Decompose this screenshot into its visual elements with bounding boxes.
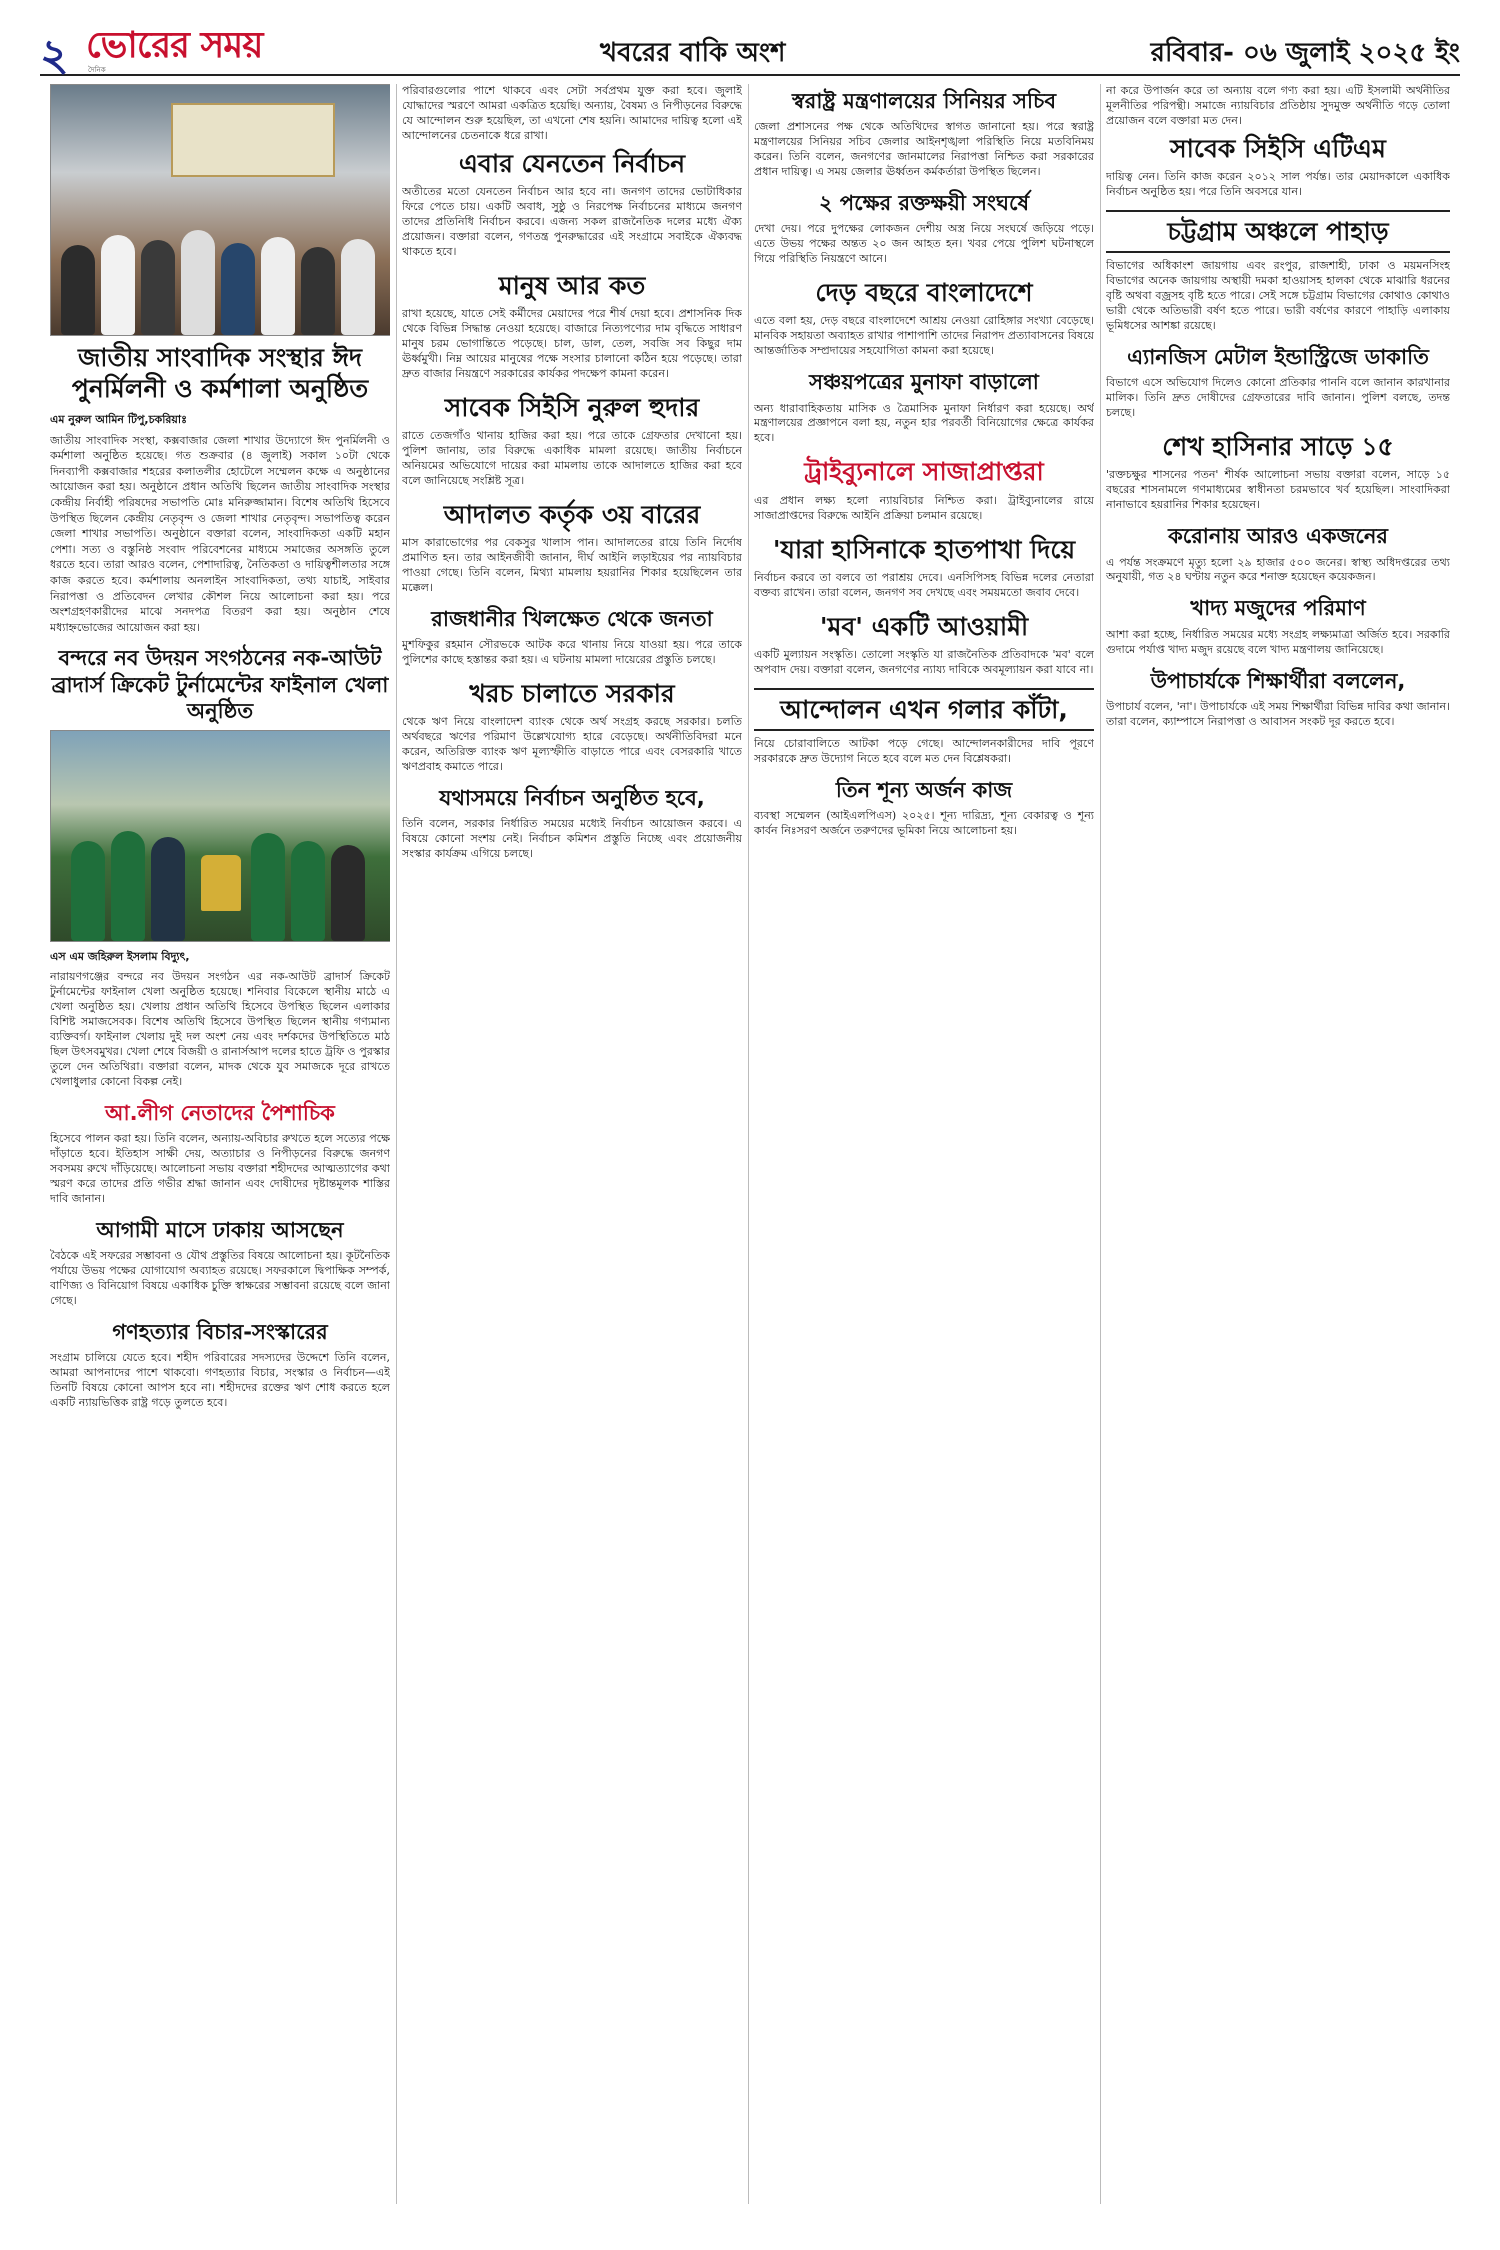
headline: 'মব' একটি আওয়ামী xyxy=(819,611,1029,641)
article-body: মাস কারাভোগের পর বেকসুর খালাস পান। আদালতের রায়ে তিনি নির্দোষ প্রমাণিত হন। তার আইনজীবী জানান, দীর্ঘ আইনি লড়াইয়ের পর ন্যায়বিচার পাওয়া গেছে। তিনি বলেন, মিথ্যা মামলায় হয়রানির শিকার হয়েছিলেন তার মক্কেল। xyxy=(402,536,742,595)
logo-text: ভোরের সময় xyxy=(86,25,263,66)
article-body: একটি মুল্যায়ন সংস্কৃতি। তোলো সংস্কৃতি যা রাজনৈতিক প্রতিবাদকে 'মব' বলে অপবাদ দেয়। বক্তারা বলেন, জনগণের ন্যায্য দাবিকে অবমূল্যায়ন করা যাবে না। xyxy=(754,647,1094,676)
article-cec-huda xyxy=(402,392,742,489)
article-body: বিভাগে এসে অভিযোগ দিলেও কোনো প্রতিকার পাননি বলে জানান কারখানার মালিক। তিনি দ্রুত দোষীদের গ্রেফতারের দাবি জানান। পুলিশ বলছে, তদন্ত চলছে। xyxy=(1106,376,1450,420)
headline: রাজধানীর খিলক্ষেত থেকে জনতা xyxy=(431,606,713,631)
article-sangbadik xyxy=(50,342,390,635)
article-body: বৈঠকে এই সফরের সম্ভাবনা ও যৌথ প্রস্তুতির বিষয়ে আলোচনা হয়। কূটনৈতিক পর্যায়ে উভয় পক্ষের যোগাযোগ অব্যাহত রয়েছে। সফরকালে দ্বিপাক্ষিক সম্পর্ক, বাণিজ্য ও বিনিয়োগ বিষয়ে একাধিক চুক্তি স্বাক্ষরের সম্ভাবনা রয়েছে বলে জানা গেছে। xyxy=(50,1249,390,1307)
column-2 xyxy=(402,84,742,2204)
article-body: বিভাগের অধিকাংশ জায়গায় এবং রংপুর, রাজশাহী, ঢাকা ও ময়মনসিংহ বিভাগের অনেক জায়গায় অস্থায়ী দমকা হাওয়াসহ হালকা থেকে মাঝারি ধরনের বৃষ্টি অথবা বজ্রসহ বৃষ্টি হতে পারে। সেই সঙ্গে চট্টগ্রাম বিভাগের কোথাও কোথাও ভারী থেকে অতিভারী বর্ষণ হতে পারে। ভারী বর্ষণের কারণে পাহাড়ি এলাকায় ভূমিধসের আশঙ্কা রয়েছে। xyxy=(1106,259,1450,333)
article-cricket xyxy=(50,645,390,1089)
article-body: দেখা দেয়। পরে দুপক্ষের লোকজন দেশীয় অস্ত্র নিয়ে সংঘর্ষে জড়িয়ে পড়ে। এতে উভয় পক্ষের অন্তত ২০ জন আহত হন। খবর পেয়ে পুলিশ ঘটনাস্থলে গিয়ে পরিস্থিতি নিয়ন্ত্রণে আনে। xyxy=(754,222,1094,266)
article-mob xyxy=(754,611,1094,678)
article-body: এ পর্যন্ত সংক্রমণে মৃত্যু হলো ২৯ হাজার ৫০০ জনের। স্বাস্থ্য অধিদপ্তরের তথ্য অনুযায়ী, গত ২৪ ঘণ্টায় নতুন করে শনাক্ত হয়েছেন কয়েকজন। xyxy=(1106,555,1450,584)
article-body: দায়িত্ব নেন। তিনি কাজ করেন ২০১২ সাল পর্যন্ত। তার মেয়াদকালে একাধিক নির্বাচন অনুষ্ঠিত হয়। পরে তিনি অবসরে যান। xyxy=(1106,170,1450,199)
date-label: রবিবার- ০৬ জুলাই ২০২৫ ইং xyxy=(1150,38,1460,68)
headline: খাদ্য মজুদের পরিমাণ xyxy=(1190,596,1366,621)
article-body: আশা করা হচ্ছে, নির্ধারিত সময়ের মধ্যে সংগ্রহ লক্ষ্যমাত্রা অর্জিত হবে। সরকারি গুদামে পর্যাপ্ত খাদ্য মজুদ রয়েছে বলে খাদ্য মন্ত্রণালয় জানিয়েছে। xyxy=(1106,627,1450,656)
headline: মানুষ আর কত xyxy=(498,270,646,300)
headline: আদালত কর্তৃক ৩য় বারের xyxy=(443,499,701,529)
article-body: রাখা হয়েছে, যাতে সেই কর্মীদের মেয়াদের পরে শীর্ষ দেয়া হবে। প্রশাসনিক দিক থেকে বিভিন্ন সিদ্ধান্ত নেওয়া হয়েছে। বাজারে নিত্যপণ্যের দাম বৃদ্ধিতে সাধারণ মানুষ চরম ভোগান্তিতে পড়েছে। চাল, ডাল, তেল, সবজি সব কিছুর দাম ঊর্ধ্বমুখী। নিম্ন আয়ের মানুষের পক্ষে সংসার চালানো কঠিন হয়ে পড়েছে। তারা দ্রুত বাজার নিয়ন্ত্রণে সরকারের কার্যকর পদক্ষেপ কামনা করেন। xyxy=(402,307,742,380)
article-genocide xyxy=(50,1319,390,1411)
article-body: নিয়ে চোরাবালিতে আটকা পড়ে গেছে। আন্দোলনকারীদের দাবি পূরণে সরকারকে দ্রুত উদ্যোগ নিতে হবে বলে মত দেন বিশ্লেষকরা। xyxy=(754,737,1094,766)
article-body: উপাচার্য বলেন, 'না'। উপাচার্যকে এই সময় শিক্ষার্থীরা বিভিন্ন দাবির কথা জানান। তারা বলেন, ক্যাম্পাসে নিরাপত্তা ও আবাসন সংকট দূর করতে হবে। xyxy=(1106,699,1450,728)
byline: এস এম জহিরুল ইসলাম বিদ্যুৎ, xyxy=(50,950,190,964)
article-home-secretary xyxy=(754,88,1094,180)
article-cec-atm xyxy=(1106,133,1450,200)
article-food-stock xyxy=(1106,595,1450,657)
headline: সাবেক সিইসি এটিএম xyxy=(1170,133,1386,163)
article-body: নির্বাচন করবে তা বলবে তা পরাশ্রয় দেবে। এনসিপিসহ বিভিন্ন দলের নেতারা বক্তব্য রাখেন। তারা বলেন, জনগণ সব দেখছে এবং সময়মতো জবাব দেবে। xyxy=(754,570,1094,599)
column-1 xyxy=(50,84,390,2204)
article-timely-election xyxy=(402,785,742,862)
headline: এবার যেনতেন নির্বাচন xyxy=(458,148,686,178)
headline: স্বরাষ্ট্র মন্ত্রণালয়ের সিনিয়র সচিব xyxy=(791,89,1057,113)
article-govt-expense xyxy=(402,678,742,775)
headline: খরচ চালাতে সরকার xyxy=(469,679,675,709)
article-clash xyxy=(754,190,1094,267)
event-banner-shape xyxy=(171,103,335,177)
headline: উপাচার্যকে শিক্ষার্থীরা বললেন, xyxy=(1150,668,1406,693)
article-body: জাতীয় সাংবাদিক সংস্থা, কক্সবাজার জেলা শাখার উদ্যোগে ঈদ পুনর্মিলনী ও কর্মশালা অনুষ্ঠিত হয়েছে। গত শুক্রবার (৪ জুলাই) সকাল ১০টা থেকে দিনব্যাপী কক্সবাজার শহরের কলাতলীর হোটেলে সম্মেলন কক্ষে এ অনুষ্ঠানের আয়োজন করা হয়। অনুষ্ঠানে প্রধান অতিথি ছিলেন জাতীয় সাংবাদিক সংস্থার কেন্দ্রীয় নির্বাহী পরিষদের সভাপতি মোঃ মনিরুজ্জামান। বিশেষ অতিথি হিসেবে উপস্থিত ছিলেন কেন্দ্রীয় নেতৃবৃন্দ ও জেলা শাখার নেতৃবৃন্দ। সভাপতিত্ব করেন জেলা শাখার সভাপতি। অনুষ্ঠানে বক্তারা বলেন, সাংবাদিকতা একটি মহান পেশা। সত্য ও বস্তুনিষ্ঠ সংবাদ পরিবেশনের মাধ্যমে সমাজের অসঙ্গতি তুলে ধরতে হবে। তারা আরও বলেন, পেশাদারিত্ব, নৈতিকতা ও দায়িত্বশীলতার সঙ্গে কাজ করতে হবে। কর্মশালায় অনলাইন সাংবাদিকতা, তথ্য যাচাই, সাইবার নিরাপত্তা ও প্রতিবেদন লেখার কৌশল নিয়ে আলোচনা করা হয়। পরে অংশগ্রহণকারীদের মাঝে সনদপত্র বিতরণ করা হয়। অনুষ্ঠান শেষে মধ্যাহ্নভোজের আয়োজন করা হয়। xyxy=(50,433,390,634)
article-body: জেলা প্রশাসনের পক্ষ থেকে অতিথিদের স্বাগত জানানো হয়। পরে স্বরাষ্ট্র মন্ত্রণালয়ের সিনিয়র সচিব জেলার আইনশৃঙ্খলা পরিস্থিতি নিয়ে মতবিনিময় করেন। তিনি বলেন, জনগণের জানমালের নিরাপত্তা নিশ্চিত করা সরকারের প্রধান দায়িত্ব। এ সময় জেলার ঊর্ধ্বতন কর্মকর্তারা উপস্থিত ছিলেন। xyxy=(754,120,1094,179)
article-body: 'রক্তচক্ষুর শাসনের পতন' শীর্ষক আলোচনা সভায় বক্তারা বলেন, সাড়ে ১৫ বছরের শাসনামলে গণমাধ্যমের স্বাধীনতা চরমভাবে খর্ব হয়েছিল। সাংবাদিকরা নানাভাবে হয়রানির শিকার হয়েছেন। xyxy=(1106,468,1450,512)
article-body: অতীতের মতো যেনতেন নির্বাচন আর হবে না। জনগণ তাদের ভোটাধিকার ফিরে পেতে চায়। একটি অবাধ, সুষ্ঠু ও নিরপেক্ষ নির্বাচনের মাধ্যমে জনগণ তাদের প্রতিনিধি নির্বাচন করবে। এজন্য সকল রাজনৈতিক দলের মধ্যে ঐক্য প্রয়োজন। বক্তারা বলেন, গণতন্ত্র পুনরুদ্ধারের এই সংগ্রামে সবাইকে ঐক্যবদ্ধ থাকতে হবে। xyxy=(402,185,742,258)
article-people xyxy=(402,270,742,382)
article-savings xyxy=(754,369,1094,446)
headline: আগামী মাসে ঢাকায় আসছেন xyxy=(96,1217,344,1242)
headline: ট্রাইব্যুনালে সাজাপ্রাপ্তরা xyxy=(804,457,1044,487)
headline: চট্টগ্রাম অঞ্চলে পাহাড় xyxy=(1106,210,1450,253)
article-body: সংগ্রাম চালিয়ে যেতে হবে। শহীদ পরিবারের সদস্যদের উদ্দেশে তিনি বলেন, আমরা আপনাদের পাশে থাকবো। গণহত্যার বিচার, সংস্কার ও নির্বাচন—এই তিনটি বিষয়ে কোনো আপস হবে না। শহীদদের রক্তের ঋণ শোধ করতে হলে একটি ন্যায়ভিত্তিক রাষ্ট্র গড়ে তুলতে হবে। xyxy=(50,1351,390,1409)
article-three-zero xyxy=(754,777,1094,839)
article-body: পরিবারগুলোর পাশে থাকবে এবং সেটা সর্বপ্রথম যুক্ত করা হবে। জুলাই যোদ্ধাদের স্মরণে আমরা একত্রিত হয়েছি। অন্যায়, বৈষম্য ও নিপীড়নের বিরুদ্ধে যে আন্দোলন শুরু হয়েছিল, তা এখনো শেষ হয়নি। আমাদের দায়িত্ব হলো এই আন্দোলনের চেতনাকে ধরে রাখা। xyxy=(402,84,742,142)
headline: আন্দোলন এখন গলার কাঁটা, xyxy=(754,688,1094,731)
article-body: এর প্রধান লক্ষ্য হলো ন্যায়বিচার নিশ্চিত করা। ট্রাইব্যুনালের রায়ে সাজাপ্রাপ্তদের বিরুদ্ধে আইনি প্রক্রিয়া চলমান রয়েছে। xyxy=(754,493,1094,522)
article-body: ব্যবস্থা সম্মেলন (আইএলপিএস) ২০২৫। শূন্য দারিদ্র্য, শূন্য বেকারত্ব ও শূন্য কার্বন নিঃসরণ অর্জনে তরুণদের ভূমিকা নিয়ে আলোচনা হয়। xyxy=(754,809,1094,838)
article-dhaka-visit xyxy=(50,1217,390,1309)
article-body: মুশফিকুর রহমান সৌরভকে আটক করে থানায় নিয়ে যাওয়া হয়। পরে তাকে পুলিশের কাছে হস্তান্তর করা হয়। এ ঘটনায় মামলা দায়েরের প্রস্তুতি চলছে। xyxy=(402,638,742,667)
headline: যথাসময়ে নির্বাচন অনুষ্ঠিত হবে, xyxy=(439,786,705,811)
headline: 'যারা হাসিনাকে হাতপাখা দিয়ে xyxy=(772,534,1076,564)
audience-shape xyxy=(51,215,390,335)
event-photo xyxy=(50,84,390,336)
article-movement xyxy=(754,688,1094,767)
article-body: থেকে ঋণ নিয়ে বাংলাদেশ ব্যাংক থেকে অর্থ সংগ্রহ করছে সরকার। চলতি অর্থবছরে ঋণের পরিমাণ উল্লেখযোগ্য হারে বেড়েছে। অর্থনীতিবিদরা মনে করেন, অতিরিক্ত ব্যাংক ঋণ মূল্যস্ফীতি বাড়াতে পারে এবং বেসরকারি খাতে ঋণপ্রবাহ কমাতে পারে। xyxy=(402,715,742,774)
article-election xyxy=(402,148,742,260)
column-divider xyxy=(396,84,397,2204)
article-body: রাতে তেজগাঁও থানায় হাজির করা হয়। পরে তাকে গ্রেফতার দেখানো হয়। পুলিশ জানায়, তার বিরুদ্ধে একাধিক মামলা রয়েছে। জাতীয় নির্বাচনে অনিয়মের অভিযোগে দায়ের করা মামলায় তাকে আদালতে হাজির করা হবে বলে জানিয়েছে সংশ্লিষ্ট সূত্র। xyxy=(402,429,742,487)
article-rohingya xyxy=(754,277,1094,359)
headline: শেখ হাসিনার সাড়ে ১৫ xyxy=(1162,432,1394,462)
headline: বন্দরে নব উদয়ন সংগঠনের নক-আউট ব্রাদার্স ক্রিকেট টুর্নামেন্টের ফাইনাল খেলা অনুষ্ঠিত xyxy=(51,646,389,723)
headline: জাতীয় সাংবাদিক সংস্থার ঈদ পুনর্মিলনী ও কর্মশালা অনুষ্ঠিত xyxy=(71,343,369,404)
article-body: তিনি বলেন, সরকার নির্ধারিত সময়ের মধ্যেই নির্বাচন আয়োজন করবে। এ বিষয়ে কোনো সংশয় নেই। নির্বাচন কমিশন প্রস্তুতি নিচ্ছে এবং প্রয়োজনীয় সংস্কার কার্যক্রম এগিয়ে চলছে। xyxy=(402,817,742,861)
column-divider xyxy=(748,84,749,2204)
page-number: ২ xyxy=(40,30,69,81)
byline: এম নুরুল আমিন টিপু,চকরিয়াঃ xyxy=(50,412,187,426)
headline: করোনায় আরও একজনের xyxy=(1168,524,1388,549)
article-hasina xyxy=(1106,431,1450,513)
article-tribunal xyxy=(754,456,1094,523)
article-chattogram xyxy=(1106,210,1450,334)
article-robbery xyxy=(1106,344,1450,421)
headline: ২ পক্ষের রক্তক্ষয়ী সংঘর্ষে xyxy=(818,191,1030,216)
headline: এ্যানজিস মেটাল ইন্ডাস্ট্রিজে ডাকাতি xyxy=(1127,345,1429,370)
column-4 xyxy=(1106,84,1450,2204)
article-body: হিসেবে পালন করা হয়। তিনি বলেন, অন্যায়-অবিচার রুখতে হলে সত্যের পক্ষে দাঁড়াতে হবে। ইতিহাস সাক্ষী দেয়, অত্যাচার ও নিপীড়নের বিরুদ্ধে জনগণ সবসময় রুখে দাঁড়িয়েছে। আলোচনা সভায় বক্তারা শহীদদের আত্মত্যাগের কথা স্মরণ করে তাদের প্রতি গভীর শ্রদ্ধা জানান এবং দোষীদের দৃষ্টান্তমূলক শাস্তির দাবি জানান। xyxy=(50,1132,390,1205)
headline: সঞ্চয়পত্রের মুনাফা বাড়ালো xyxy=(809,370,1039,395)
headline: তিন শূন্য অর্জন কাজ xyxy=(835,778,1013,803)
headline: সাবেক সিইসি নুরুল হুদার xyxy=(444,392,700,422)
article-corona xyxy=(1106,523,1450,585)
logo-subtitle: দৈনিক xyxy=(88,66,106,74)
article-hatpakha xyxy=(754,534,1094,601)
newspaper-logo xyxy=(86,26,346,72)
article-khilkhet xyxy=(402,606,742,668)
column-divider xyxy=(1100,84,1101,2204)
article-awami xyxy=(50,1100,390,1207)
section-label: খবরের বাকি অংশ xyxy=(600,38,786,68)
article-body: অন্য ধারাবাহিকতায় মাসিক ও ত্রৈমাসিক মুনাফা নির্ধারণ করা হয়েছে। অর্থ মন্ত্রণালয়ের প্রজ্ঞাপনে বলা হয়, নতুন হার পরবর্তী বিনিয়োগের ক্ষেত্রে কার্যকর হবে। xyxy=(754,401,1094,445)
headline: দেড় বছরে বাংলাদেশে xyxy=(815,278,1033,308)
headline: গণহত্যার বিচার-সংস্কারের xyxy=(112,1319,328,1344)
article-body: না করে উপার্জন করে তা অন্যায় বলে গণ্য করা হয়। এটি ইসলামী অর্থনীতির মূলনীতির পরিপন্থী। সমাজে ন্যায়বিচার প্রতিষ্ঠায় সুদমুক্ত অর্থনীতি গড়ে তোলা প্রয়োজন বলে বক্তারা মত দেন। xyxy=(1106,84,1450,127)
article-body: এতে বলা হয়, দেড় বছরে বাংলাদেশে আশ্রয় নেওয়া রোহিঙ্গার সংখ্যা বেড়েছে। মানবিক সহায়তা অব্যাহত রাখার পাশাপাশি তাদের নিরাপদ প্রত্যাবাসনের বিষয়ে আন্তর্জাতিক সম্প্রদায়ের সহযোগিতা কামনা করা হয়েছে। xyxy=(754,314,1094,358)
cricket-photo xyxy=(50,730,390,942)
masthead xyxy=(40,25,1460,81)
players-shape xyxy=(51,821,390,941)
article-vc xyxy=(1106,668,1450,730)
article-body: নারায়ণগঞ্জের বন্দরে নব উদয়ন সংগঠন এর নক-আউট ব্রাদার্স ক্রিকেট টুর্নামেন্টের ফাইনাল খেলা অনুষ্ঠিত হয়েছে। শনিবার বিকেলে স্থানীয় মাঠে এ খেলা অনুষ্ঠিত হয়। খেলায় প্রধান অতিথি হিসেবে উপস্থিত ছিলেন এলাকার বিশিষ্ট সমাজসেবক। বিশেষ অতিথি হিসেবে উপস্থিত ছিলেন স্থানীয় গণ্যমান্য ব্যক্তিবর্গ। ফাইনাল খেলায় দুই দল অংশ নেয় এবং দর্শকদের উপস্থিতিতে মাঠ ছিল উৎসবমুখর। খেলা শেষে বিজয়ী ও রানার্সআপ দলের হাতে ট্রফি ও পুরস্কার তুলে দেন অতিথিরা। বক্তারা বলেন, মাদক থেকে যুব সমাজকে দূরে রাখতে খেলাধুলার কোনো বিকল্প নেই। xyxy=(50,970,390,1088)
article-court xyxy=(402,499,742,596)
headline: আ.লীগ নেতাদের পৈশাচিক xyxy=(105,1100,335,1125)
column-3 xyxy=(754,84,1094,2204)
